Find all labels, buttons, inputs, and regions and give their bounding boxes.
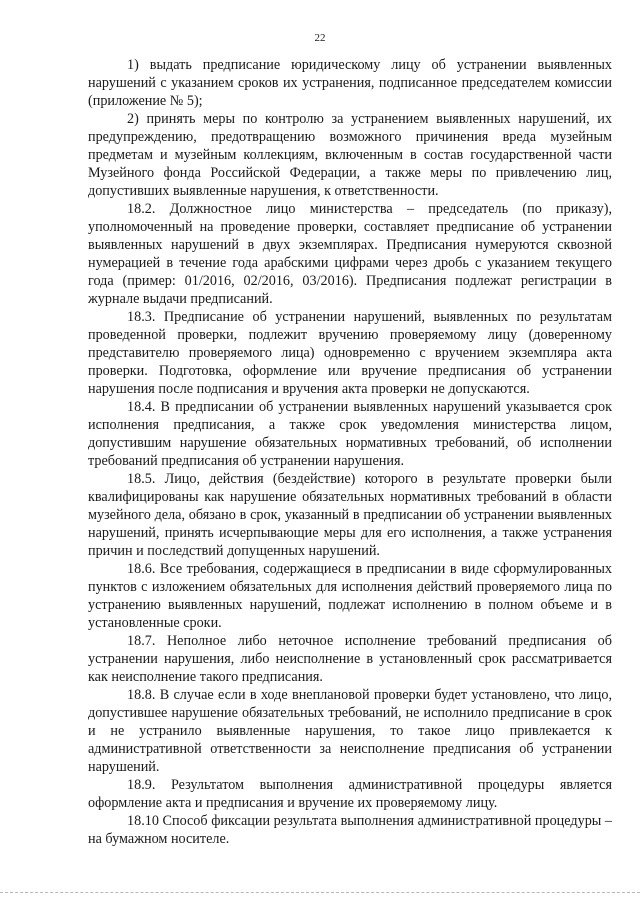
paragraph-18-8: 18.8. В случае если в ходе внеплановой проверки будет установлено, что лицо, допустившее нарушение обязательных требований, не исполнило предписание в срок и не устранило выявленные нарушения, то такое лицо привлекается к административной ответственности за неисполнение предписания об устранении нарушений. [88,687,612,775]
paragraph-18-5: 18.5. Лицо, действия (бездействие) которого в результате проверки были квалифицированы как нарушение обязательных нормативных требований в области музейного дела, обязано в срок, указанный в предписании об устранении выявленных нарушений, принять исчерпывающие меры для его исполнения, а также устранения причин и последствий допущенных нарушений. [88,471,612,559]
scan-edge-divider [0,892,640,893]
paragraph-issue-order: 1) выдать предписание юридическому лицу об устранении выявленных нарушений с указанием сроков их устранения, подписанное председателем комиссии (приложение № 5); [88,57,612,109]
page-number: 22 [314,32,326,44]
paragraph-control-measures: 2) принять меры по контролю за устранением выявленных нарушений, их предупреждению, предотвращению возможного причинения вреда музейным предметам и музейным коллекциям, включенным в состав государственной части Музейного фонда Российской Федерации, а также меры по привлечению лиц, допустивших выявленные нарушения, к ответственности. [88,111,612,199]
paragraph-18-4: 18.4. В предписании об устранении выявленных нарушений указывается срок исполнения предписания, а также срок уведомления министерства лицом, допустившим нарушение обязательных нормативных требований, об исполнении требований предписания об устранении нарушения. [88,399,612,469]
paragraph-18-9: 18.9. Результатом выполнения административной процедуры является оформление акта и предписания и вручение их проверяемому лицу. [88,777,612,811]
paragraph-18-6: 18.6. Все требования, содержащиеся в предписании в виде сформулированных пунктов с изложением обязательных для исполнения действий проверяемого лица по устранению выявленных нарушений, подлежат исполнению в полном объеме и в установленные сроки. [88,561,612,631]
paragraph-18-2: 18.2. Должностное лицо министерства – председатель (по приказу), уполномоченный на проведение проверки, составляет предписание об устранении выявленных нарушений в двух экземплярах. Предписания нумеруются сквозной нумерацией в течение года арабскими цифрами через дробь с указанием текущего года (пример: 01/2016, 02/2016, 03/2016). Предписания подлежат регистрации в журнале выдачи предписаний. [88,201,612,307]
paragraph-18-10: 18.10 Способ фиксации результата выполнения административной процедуры – на бумажном носителе. [88,813,612,847]
paragraph-18-7: 18.7. Неполное либо неточное исполнение требований предписания об устранении нарушения, либо неисполнение в установленный срок рассматривается как неисполнение такого предписания. [88,633,612,685]
document-body [88,56,612,848]
paragraph-18-3: 18.3. Предписание об устранении нарушений, выявленных по результатам проведенной проверки, подлежит вручению проверяемому лицу (доверенному представителю проверяемого лица) одновременно с вручением экземпляра акта проверки. Подготовка, оформление или вручение предписания об устранении нарушения после подписания и вручения акта проверки не допускаются. [88,309,612,397]
